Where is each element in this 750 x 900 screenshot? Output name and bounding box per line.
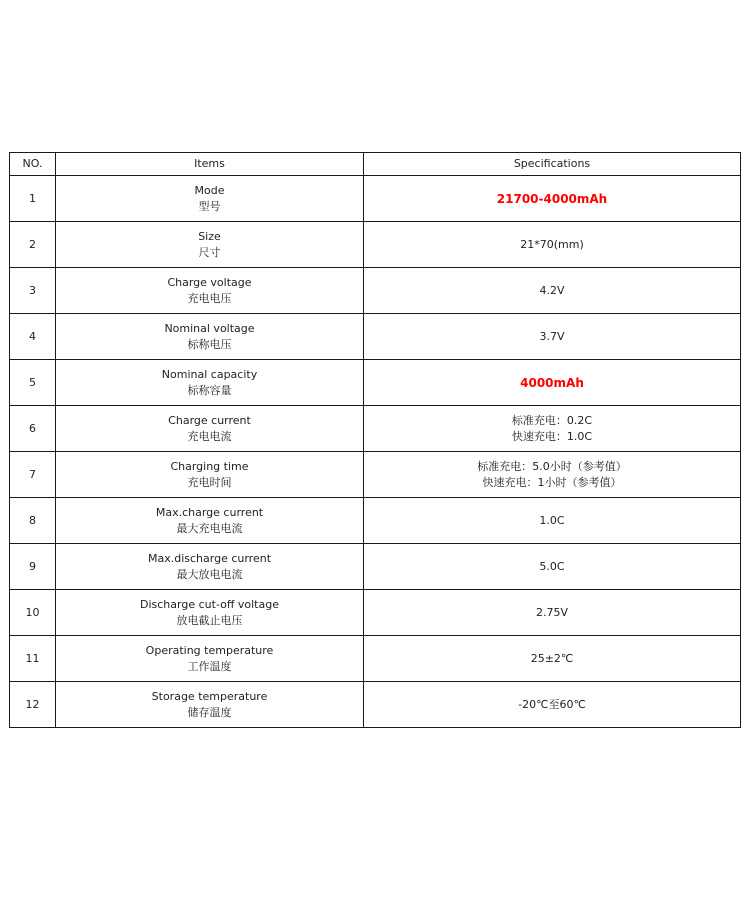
header-specifications: Specifications — [364, 153, 741, 176]
row-number: 9 — [10, 544, 56, 590]
header-items: Items — [56, 153, 364, 176]
specification-value: 21*70(mm) — [520, 237, 584, 251]
item-name-chinese: 储存温度 — [187, 705, 232, 719]
item-cell — [56, 314, 364, 360]
table-row — [10, 636, 741, 682]
item-cell — [56, 268, 364, 314]
table-header — [10, 153, 741, 176]
item-name-english: Charge current — [168, 413, 251, 427]
item-cell — [56, 176, 364, 222]
item-cell — [56, 360, 364, 406]
row-number: 11 — [10, 636, 56, 682]
item-name-chinese: 工作温度 — [187, 659, 232, 673]
specification-value: -20℃至60℃ — [518, 697, 586, 711]
header-no: NO. — [10, 153, 56, 176]
table-row — [10, 222, 741, 268]
specification-cell — [364, 268, 741, 314]
specification-value: 标准充电：5.0小时（参考值） — [477, 459, 627, 473]
item-name-chinese: 充电时间 — [187, 475, 232, 489]
item-cell — [56, 222, 364, 268]
item-name-english: Discharge cut-off voltage — [139, 597, 279, 611]
table-row — [10, 406, 741, 452]
item-name-chinese: 放电截止电压 — [176, 613, 243, 627]
table-row — [10, 452, 741, 498]
item-name-chinese: 尺寸 — [198, 245, 221, 259]
specification-cell — [364, 682, 741, 728]
row-number: 2 — [10, 222, 56, 268]
specification-value: 21700-4000mAh — [496, 191, 608, 206]
table-row — [10, 590, 741, 636]
specifications-table — [9, 152, 741, 728]
item-cell — [56, 452, 364, 498]
item-name-chinese: 充电电压 — [187, 291, 232, 305]
specification-value: 快速充电：1.0C — [511, 429, 593, 443]
row-number: 10 — [10, 590, 56, 636]
item-name-english: Mode — [194, 183, 225, 197]
row-number: 7 — [10, 452, 56, 498]
item-cell — [56, 682, 364, 728]
item-cell — [56, 544, 364, 590]
item-name-english: Max.charge current — [155, 505, 264, 519]
specification-value: 1.0C — [539, 513, 565, 527]
row-number: 8 — [10, 498, 56, 544]
row-number: 1 — [10, 176, 56, 222]
item-name-chinese: 标称电压 — [187, 337, 232, 351]
specification-cell — [364, 406, 741, 452]
specification-cell — [364, 590, 741, 636]
item-name-chinese: 充电电流 — [187, 429, 232, 443]
specification-cell — [364, 544, 741, 590]
specification-value: 4.2V — [539, 283, 565, 297]
item-name-english: Nominal capacity — [161, 367, 258, 381]
row-number: 6 — [10, 406, 56, 452]
table-row — [10, 544, 741, 590]
specification-cell — [364, 452, 741, 498]
item-name-english: Charging time — [170, 459, 249, 473]
item-cell — [56, 636, 364, 682]
specification-cell — [364, 498, 741, 544]
row-number: 3 — [10, 268, 56, 314]
specification-cell — [364, 222, 741, 268]
specification-value: 5.0C — [539, 559, 565, 573]
table-row — [10, 314, 741, 360]
header-row — [10, 153, 741, 176]
item-cell — [56, 590, 364, 636]
item-name-english: Max.discharge current — [147, 551, 272, 565]
item-cell — [56, 406, 364, 452]
item-name-english: Size — [198, 229, 221, 243]
specification-value: 2.75V — [535, 605, 569, 619]
table-row — [10, 498, 741, 544]
specification-cell — [364, 314, 741, 360]
specification-value: 3.7V — [539, 329, 565, 343]
specification-value: 25±2℃ — [530, 651, 574, 665]
item-name-english: Charge voltage — [167, 275, 252, 289]
table-row — [10, 268, 741, 314]
table-row — [10, 360, 741, 406]
row-number: 4 — [10, 314, 56, 360]
specification-value: 快速充电：1小时（参考值） — [482, 475, 622, 489]
item-name-english: Storage temperature — [151, 689, 268, 703]
table-body — [10, 176, 741, 728]
specification-cell — [364, 636, 741, 682]
table-row — [10, 176, 741, 222]
item-cell — [56, 498, 364, 544]
specification-value: 标准充电：0.2C — [511, 413, 593, 427]
item-name-chinese: 最大充电电流 — [176, 521, 243, 535]
specification-cell — [364, 360, 741, 406]
specification-cell — [364, 176, 741, 222]
table-row — [10, 682, 741, 728]
item-name-english: Nominal voltage — [164, 321, 255, 335]
row-number: 5 — [10, 360, 56, 406]
item-name-chinese: 最大放电电流 — [176, 567, 243, 581]
item-name-chinese: 标称容量 — [187, 383, 232, 397]
item-name-chinese: 型号 — [198, 199, 221, 213]
row-number: 12 — [10, 682, 56, 728]
specification-value: 4000mAh — [520, 375, 584, 390]
item-name-english: Operating temperature — [145, 643, 274, 657]
